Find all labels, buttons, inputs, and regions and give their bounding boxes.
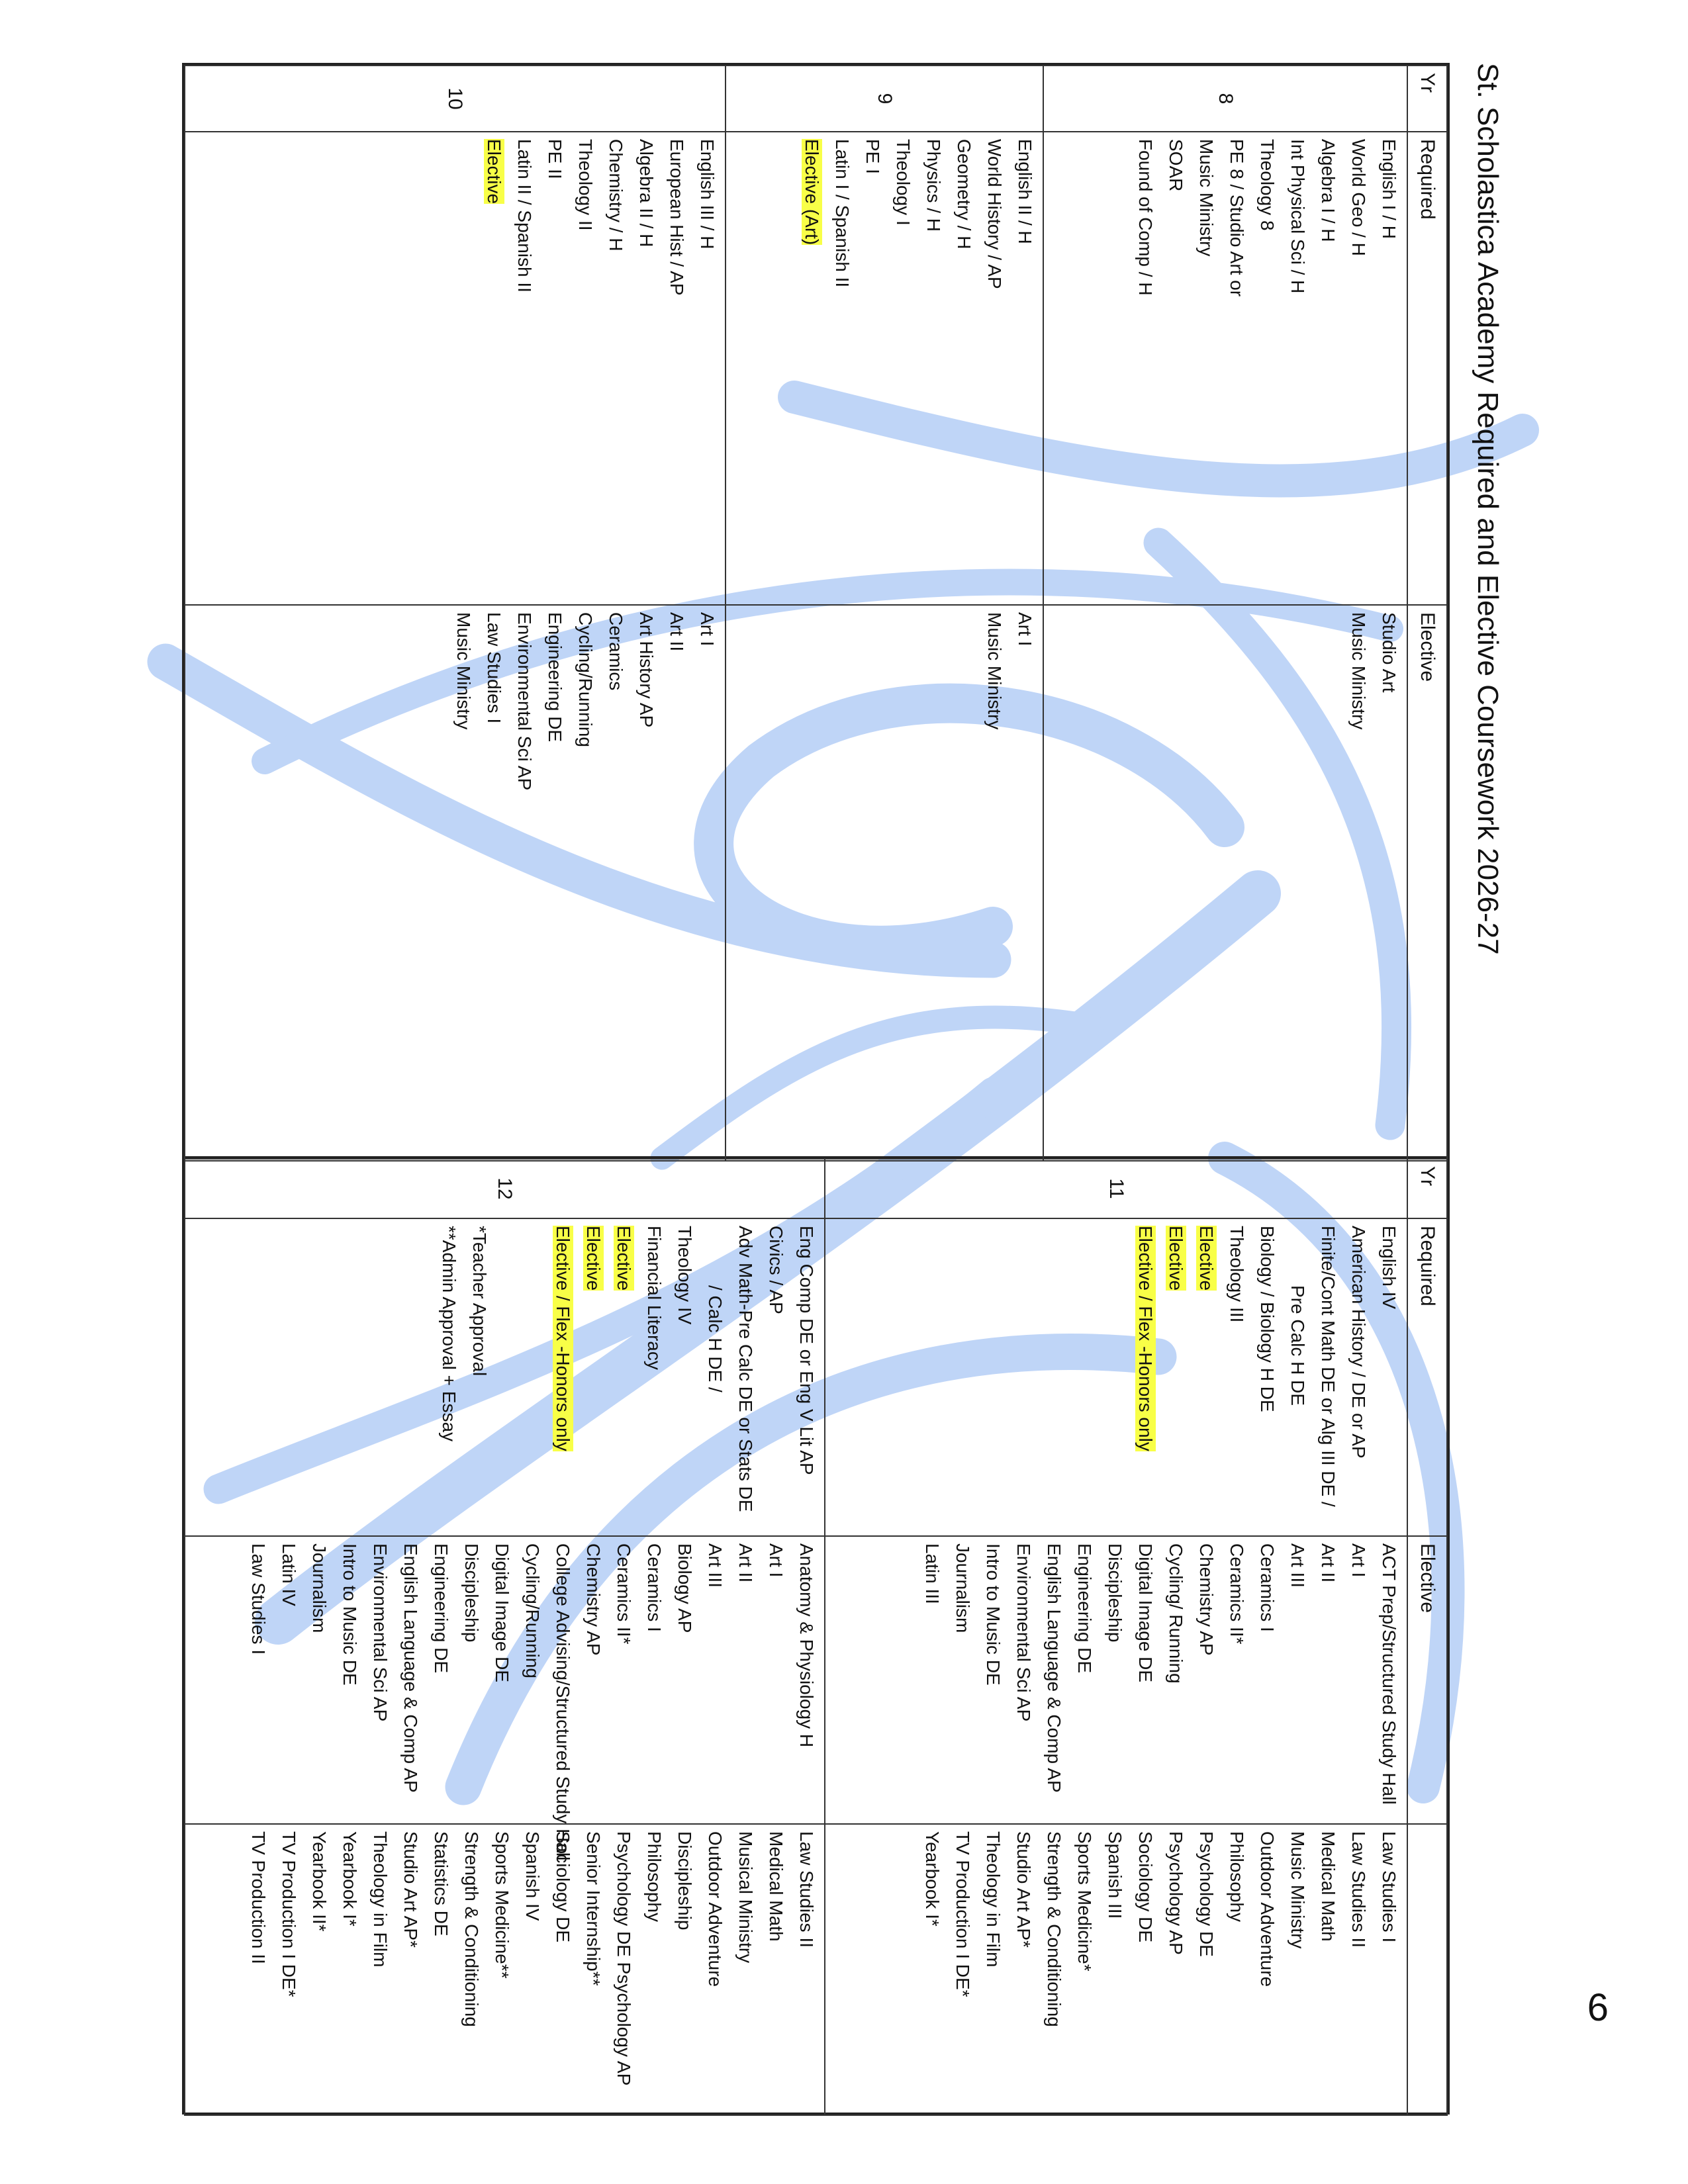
elective-course: Art III — [1288, 1543, 1308, 1588]
header-elective: Elective — [1407, 605, 1447, 1161]
required-course-highlighted: Elective — [614, 1226, 634, 1291]
required-course: English IV — [1379, 1226, 1399, 1310]
elective-cell-continued — [825, 1824, 1407, 2115]
elective-course: Art II — [667, 612, 687, 652]
required-course: Eng Comp DE or Eng V Lit AP — [796, 1226, 817, 1475]
required-course: Theology IV — [675, 1226, 695, 1325]
elective-course: Art I — [1348, 1543, 1369, 1578]
required-course: Geometry / H — [954, 139, 974, 250]
required-course: Int Physical Sci / H — [1288, 139, 1308, 294]
required-course: Pre Calc H DE — [1288, 1285, 1308, 1406]
header-required: Required — [1407, 1218, 1447, 1536]
elective-course: Art I — [697, 612, 718, 647]
required-course: Algebra II / H — [636, 139, 657, 248]
elective-course: Art II — [735, 1543, 756, 1583]
table-row-grade-10 — [185, 66, 726, 1161]
required-course: Civics / AP — [766, 1226, 786, 1314]
elective-course: Ceramics II* — [1227, 1543, 1247, 1645]
year-cell: 8 — [1043, 66, 1407, 132]
elective-course: Ceramics I — [644, 1543, 665, 1632]
header-elective: Elective — [1407, 1536, 1447, 1824]
required-course-highlighted: Elective (Art) — [802, 139, 822, 246]
elective-course: Art I — [1015, 612, 1035, 647]
elective-course: Digital Image DE — [1135, 1543, 1156, 1683]
elective-course: Sociology DE — [553, 1831, 573, 1943]
required-cell — [825, 1218, 1407, 1536]
elective-course: Environmental Sci AP — [514, 612, 535, 791]
elective-course: Theology in Film — [370, 1831, 391, 1968]
required-course-highlighted: Elective — [1196, 1226, 1217, 1291]
required-course: PE I — [863, 139, 883, 174]
required-course: Found of Comp / H — [1135, 139, 1156, 296]
elective-course: Statistics DE — [431, 1831, 451, 1936]
elective-course: ACT Prep/Structured Study Hall — [1379, 1543, 1399, 1805]
coursework-table-grades-11-12 — [182, 1158, 1450, 2115]
table-row-grade-11 — [825, 1159, 1407, 2115]
elective-course: Anatomy & Physiology H — [796, 1543, 817, 1748]
elective-course: Intro to Music DE — [983, 1543, 1004, 1686]
elective-course: Music Ministry — [1288, 1831, 1308, 1949]
header-yr: Yr — [1407, 1159, 1447, 1218]
note-teacher-approval: *Teacher Approval — [469, 1226, 490, 1377]
approval-notes — [434, 1226, 494, 1529]
elective-course: Studio Art AP* — [400, 1831, 421, 1948]
elective-course: Art History AP — [636, 612, 657, 728]
elective-course: Music Ministry — [984, 612, 1005, 730]
required-course: PE 8 / Studio Art or — [1227, 139, 1247, 297]
elective-course: Journalism — [309, 1543, 330, 1633]
elective-cell-continued — [185, 1824, 825, 2115]
elective-course: Ceramics I — [1257, 1543, 1278, 1632]
required-course-highlighted: Elective / Flex -Honors only — [553, 1226, 573, 1451]
required-course: Theology II — [575, 139, 596, 231]
elective-course: Outdoor Adventure — [1257, 1831, 1278, 1987]
elective-course: Chemistry AP — [1196, 1543, 1217, 1656]
required-course: Theology I — [893, 139, 914, 226]
required-course: English I / H — [1379, 139, 1399, 239]
elective-course: TV Production I DE* — [953, 1831, 973, 1997]
table-row-grade-12 — [185, 1159, 825, 2115]
elective-course: Law Studies II — [1348, 1831, 1369, 1948]
elective-course: Cycling/ Running — [1166, 1543, 1186, 1684]
year-cell: 10 — [185, 66, 726, 132]
elective-course: Law Studies I — [1379, 1831, 1399, 1943]
required-course: American History / DE or AP — [1348, 1226, 1369, 1459]
required-course: Biology / Biology H DE — [1257, 1226, 1278, 1412]
elective-cell — [726, 605, 1043, 1161]
note-admin-approval: **Admin Approval + Essay — [439, 1226, 459, 1442]
elective-cell — [185, 1536, 825, 1861]
elective-course: Environmental Sci AP — [370, 1543, 391, 1722]
elective-course: Intro to Music DE — [340, 1543, 360, 1686]
elective-course: Cycling/Running — [575, 612, 596, 747]
required-cell — [1043, 132, 1407, 605]
elective-course: Sports Medicine* — [1074, 1831, 1095, 1972]
required-course-highlighted: Elective — [1166, 1226, 1186, 1291]
rotated-page-content — [182, 63, 1506, 2115]
elective-course: TV Production II — [248, 1831, 269, 1964]
elective-course: Latin IV — [279, 1543, 299, 1606]
elective-course: Cycling/Running — [522, 1543, 543, 1678]
table-row-grade-8 — [1043, 66, 1407, 1161]
elective-course: Art III — [705, 1543, 726, 1588]
header-elective-continued — [1407, 1824, 1447, 2115]
elective-course: Medical Math — [1318, 1831, 1338, 1942]
elective-course: Environmental Sci AP — [1013, 1543, 1034, 1722]
required-course: European Hist / AP — [667, 139, 687, 296]
elective-course: Art II — [1318, 1543, 1338, 1583]
required-course-highlighted: Elective — [583, 1226, 604, 1291]
elective-course: Law Studies I — [248, 1543, 269, 1655]
elective-course: Engineering DE — [1074, 1543, 1095, 1674]
required-course: World Geo / H — [1348, 139, 1369, 256]
required-course: / Calc H DE / — [705, 1285, 726, 1392]
required-cell — [726, 132, 1043, 605]
elective-cell — [825, 1536, 1407, 1824]
required-course: World History / AP — [984, 139, 1005, 289]
year-cell: 11 — [825, 1159, 1407, 1218]
elective-course: English Language & Comp AP — [1044, 1543, 1064, 1793]
table-row-grade-9 — [726, 66, 1043, 1161]
required-cell — [185, 1218, 825, 1536]
required-course: PE II — [545, 139, 565, 179]
required-course: Financial Literacy — [644, 1226, 665, 1370]
elective-course: TV Production I DE* — [279, 1831, 299, 1997]
page-number: 6 — [1587, 1986, 1609, 2029]
elective-course: Music Ministry — [1348, 612, 1369, 730]
required-course: Algebra I / H — [1318, 139, 1338, 242]
elective-course: Strength & Conditioning — [461, 1831, 482, 2027]
elective-course: Theology in Film — [983, 1831, 1004, 1968]
elective-course: Psychology AP — [1166, 1831, 1186, 1955]
elective-course: Yearbook I* — [922, 1831, 943, 1927]
elective-course: College Advising/Structured Study Hall — [553, 1543, 573, 1861]
elective-course: Latin III — [922, 1543, 943, 1604]
elective-course: Biology AP — [675, 1543, 695, 1633]
elective-course: Medical Math — [766, 1831, 786, 1942]
elective-course: Yearbook II* — [309, 1831, 330, 1932]
elective-cell — [1043, 605, 1407, 1161]
elective-course: Ceramics II* — [614, 1543, 634, 1645]
elective-course: Studio Art AP* — [1013, 1831, 1034, 1948]
year-cell: 9 — [726, 66, 1043, 132]
elective-course: Spanish III — [1105, 1831, 1125, 1919]
required-course: Finite/Cont Math DE or Alg III DE / — [1318, 1226, 1338, 1507]
required-course-highlighted: Elective — [484, 139, 504, 205]
elective-course: Music Ministry — [453, 612, 474, 730]
required-course: Theology 8 — [1257, 139, 1278, 231]
required-course: Physics / H — [923, 139, 944, 232]
required-course: Adv Math-Pre Calc DE or Stats DE — [735, 1226, 756, 1512]
required-course: English III / H — [697, 139, 718, 250]
elective-course: Outdoor Adventure — [705, 1831, 726, 1987]
elective-course: Journalism — [953, 1543, 973, 1633]
coursework-table-grades-8-10 — [182, 63, 1450, 1158]
year-cell: 12 — [185, 1159, 825, 1218]
elective-course: Discipleship — [675, 1831, 695, 1931]
required-course: SOAR — [1166, 139, 1186, 192]
elective-course: Discipleship — [1105, 1543, 1125, 1643]
elective-course: Philosophy — [1227, 1831, 1247, 1922]
required-cell — [185, 132, 726, 605]
header-required: Required — [1407, 132, 1447, 605]
required-course: Theology III — [1227, 1226, 1247, 1323]
elective-course: Senior Internship** — [583, 1831, 604, 1986]
elective-course: Spanish IV — [522, 1831, 543, 1921]
elective-course: Law Studies I — [484, 612, 504, 724]
elective-course: Yearbook I* — [340, 1831, 360, 1927]
elective-course: Chemistry AP — [583, 1543, 604, 1656]
elective-course: Studio Art — [1379, 612, 1399, 693]
elective-course: Ceramics — [606, 612, 626, 691]
elective-course: Art I — [766, 1543, 786, 1578]
elective-course: Discipleship — [461, 1543, 482, 1643]
elective-cell — [185, 605, 726, 1161]
elective-course: Sports Medicine** — [492, 1831, 512, 1979]
required-course: Latin I / Spanish II — [832, 139, 853, 288]
elective-course: Philosophy — [644, 1831, 665, 1922]
elective-course: Musical Ministry — [735, 1831, 756, 1964]
table-header-row — [1407, 66, 1447, 1161]
elective-course: Engineering DE — [545, 612, 565, 743]
table-header-row — [1407, 1159, 1447, 2115]
elective-course: Digital Image DE — [492, 1543, 512, 1683]
required-course-highlighted: Elective / Flex -Honors only — [1135, 1226, 1156, 1451]
required-course: Music Ministry — [1196, 139, 1217, 257]
elective-course: Strength & Conditioning — [1044, 1831, 1064, 2027]
elective-course: Psychology DE — [1196, 1831, 1217, 1957]
elective-course: Sociology DE — [1135, 1831, 1156, 1943]
header-yr: Yr — [1407, 66, 1447, 132]
elective-course: English Language & Comp AP — [400, 1543, 421, 1793]
required-course: Latin II / Spanish II — [514, 139, 535, 293]
required-course: Chemistry / H — [606, 139, 626, 251]
document-title: St. Scholastica Academy Required and Elective Coursework 2026-27 — [1472, 63, 1504, 955]
required-course: English II / H — [1015, 139, 1035, 244]
elective-course: Law Studies II — [796, 1831, 817, 1948]
elective-course: Psychology DE Psychology AP — [614, 1831, 634, 2086]
elective-course: Engineering DE — [431, 1543, 451, 1674]
